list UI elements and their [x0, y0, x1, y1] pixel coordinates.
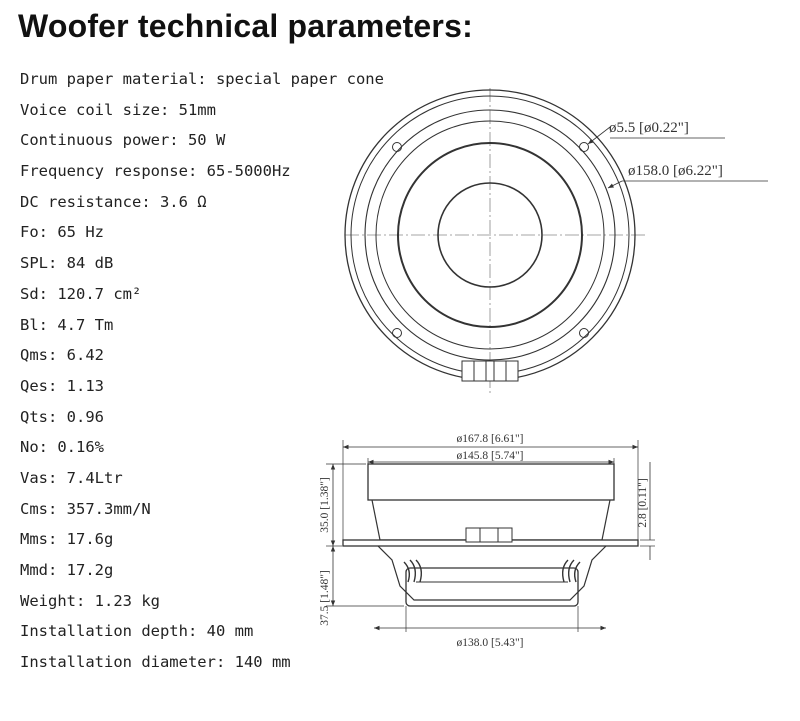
- spec-vas: Vas: 7.4Ltr: [20, 468, 123, 487]
- spec-weight: Weight: 1.23 kg: [20, 591, 160, 610]
- flange-thickness-label: 2.8 [0.11"]: [637, 478, 649, 528]
- spec-qms: Qms: 6.42: [20, 346, 104, 365]
- spec-bl: Bl: 4.7 Tm: [20, 315, 114, 334]
- side-terminal: [466, 528, 512, 542]
- spec-no: No: 0.16%: [20, 438, 104, 457]
- front-view: [345, 88, 768, 395]
- spec-spl: SPL: 84 dB: [20, 254, 114, 273]
- spec-sd: Sd: 120.7 cm²: [20, 284, 142, 303]
- spec-continuous-power: Continuous power: 50 W: [20, 131, 226, 150]
- side-view: [326, 440, 655, 632]
- flange-diameter-label: ø167.8 [6.61"]: [456, 433, 524, 445]
- spider-detail: [404, 560, 580, 582]
- page-title: Woofer technical parameters:: [18, 8, 473, 44]
- outer-diameter-label: ø158.0 [ø6.22"]: [628, 163, 723, 179]
- spec-cone-material: Drum paper material: special paper cone: [20, 70, 384, 88]
- spec-installation-diameter: Installation diameter: 140 mm: [20, 653, 291, 672]
- spec-fo: Fo: 65 Hz: [20, 223, 104, 242]
- spec-installation-depth: Installation depth: 40 mm: [20, 622, 254, 641]
- terminal-block: [462, 361, 518, 381]
- magnet-diameter-label: ø138.0 [5.43"]: [456, 637, 524, 649]
- spec-cms: Cms: 357.3mm/N: [20, 499, 151, 518]
- upper-height-label: 35.0 [1.38"]: [319, 477, 331, 533]
- spec-dc-resistance: DC resistance: 3.6 Ω: [20, 192, 207, 211]
- spec-frequency-response: Frequency response: 65-5000Hz: [20, 162, 291, 181]
- frame-top: [368, 464, 614, 500]
- spec-mmd: Mmd: 17.2g: [20, 561, 114, 579]
- hole-diameter-label: ø5.5 [ø0.22"]: [609, 120, 689, 136]
- frame-diameter-label: ø145.8 [5.74"]: [456, 450, 524, 462]
- spec-qts: Qts: 0.96: [20, 407, 104, 426]
- spec-voice-coil: Voice coil size: 51mm: [20, 100, 216, 119]
- spec-qes: Qes: 1.13: [20, 376, 104, 395]
- spec-mms: Mms: 17.6g: [20, 530, 114, 549]
- lower-height-label: 37.5 [1.48"]: [319, 570, 331, 626]
